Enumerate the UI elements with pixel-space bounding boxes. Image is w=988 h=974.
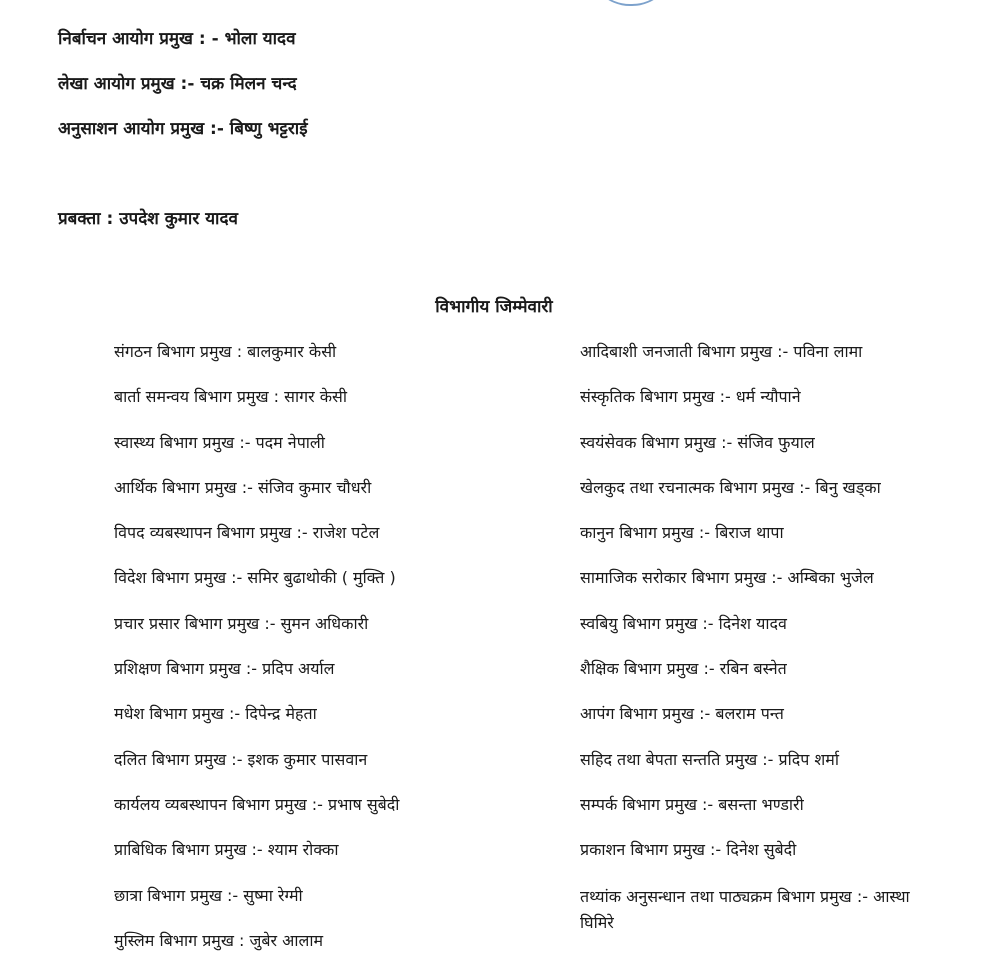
- list-item: मुस्लिम बिभाग प्रमुख : जुबेर आलाम: [114, 930, 324, 950]
- list-item: विदेश बिभाग प्रमुख :- समिर बुढाथोकी ( मुक्ति ): [114, 568, 396, 588]
- list-item: संस्कृतिक बिभाग प्रमुख :- धर्म न्यौपाने: [580, 387, 801, 407]
- list-item: आदिबाशी जनजाती बिभाग प्रमुख :- पविना लामा: [580, 342, 863, 361]
- list-item: प्रचार प्रसार बिभाग प्रमुख :- सुमन अधिकारी: [114, 613, 369, 633]
- list-item: आर्थिक बिभाग प्रमुख :- संजिव कुमार चौधरी: [114, 477, 372, 497]
- list-item: स्वबियु बिभाग प्रमुख :- दिनेश यादव: [580, 613, 787, 633]
- list-item: आपंग बिभाग प्रमुख :- बलराम पन्त: [580, 704, 784, 724]
- list-item: विपद व्यबस्थापन बिभाग प्रमुख :- राजेश पटेल: [114, 523, 380, 543]
- logo-emblem-arc: [588, 0, 674, 6]
- list-item: तथ्यांक अनुसन्धान तथा पाठ्यक्रम बिभाग प्रमुख :- आस्था घिमिरे: [580, 886, 910, 932]
- list-item: छात्रा बिभाग प्रमुख :- सुष्मा रेग्मी: [114, 885, 303, 905]
- list-item: स्वास्थ्य बिभाग प्रमुख :- पदम नेपाली: [114, 432, 325, 452]
- list-item: कानुन बिभाग प्रमुख :- बिराज थापा: [580, 523, 784, 543]
- list-item: प्रकाशन बिभाग प्रमुख :- दिनेश सुबेदी: [580, 840, 797, 860]
- list-item: सामाजिक सरोकार बिभाग प्रमुख :- अम्बिका भुजेल: [580, 568, 874, 588]
- spokesperson: प्रबक्ता : उपदेश कुमार यादव: [58, 209, 238, 229]
- list-item: संगठन बिभाग प्रमुख : बालकुमार केसी: [114, 342, 337, 361]
- list-item: खेलकुद तथा रचनात्मक बिभाग प्रमुख :- बिनु खड्का: [580, 477, 881, 497]
- list-item: सम्पर्क बिभाग प्रमुख :- बसन्ता भण्डारी: [580, 794, 804, 814]
- list-item: बार्ता समन्वय बिभाग प्रमुख : सागर केसी: [114, 387, 347, 407]
- list-item: सहिद तथा बेपता सन्तति प्रमुख :- प्रदिप शर्मा: [580, 749, 840, 769]
- election-commission-head: निर्बाचन आयोग प्रमुख : - भोला यादव: [58, 29, 296, 49]
- list-item: कार्यलय व्यबस्थापन बिभाग प्रमुख :- प्रभाष सुबेदी: [114, 794, 400, 814]
- list-item: प्रशिक्षण बिभाग प्रमुख :- प्रदिप अर्याल: [114, 659, 335, 679]
- section-title: विभागीय जिम्मेवारी: [435, 297, 553, 317]
- list-item: मधेश बिभाग प्रमुख :- दिपेन्द्र मेहता: [114, 704, 317, 724]
- list-item: दलित बिभाग प्रमुख :- इशक कुमार पासवान: [114, 749, 368, 769]
- list-item: स्वयंसेवक बिभाग प्रमुख :- संजिव फुयाल: [580, 432, 815, 452]
- list-item: शैक्षिक बिभाग प्रमुख :- रबिन बस्नेत: [580, 659, 787, 679]
- discipline-commission-head: अनुसाशन आयोग प्रमुख :- बिष्णु भट्टराई: [58, 119, 308, 139]
- department-list-right: [580, 340, 980, 932]
- department-list-left: [114, 340, 554, 974]
- list-item: प्राबिधिक बिभाग प्रमुख :- श्याम रोक्का: [114, 840, 339, 860]
- accounts-commission-head: लेखा आयोग प्रमुख :- चक्र मिलन चन्द: [58, 74, 297, 94]
